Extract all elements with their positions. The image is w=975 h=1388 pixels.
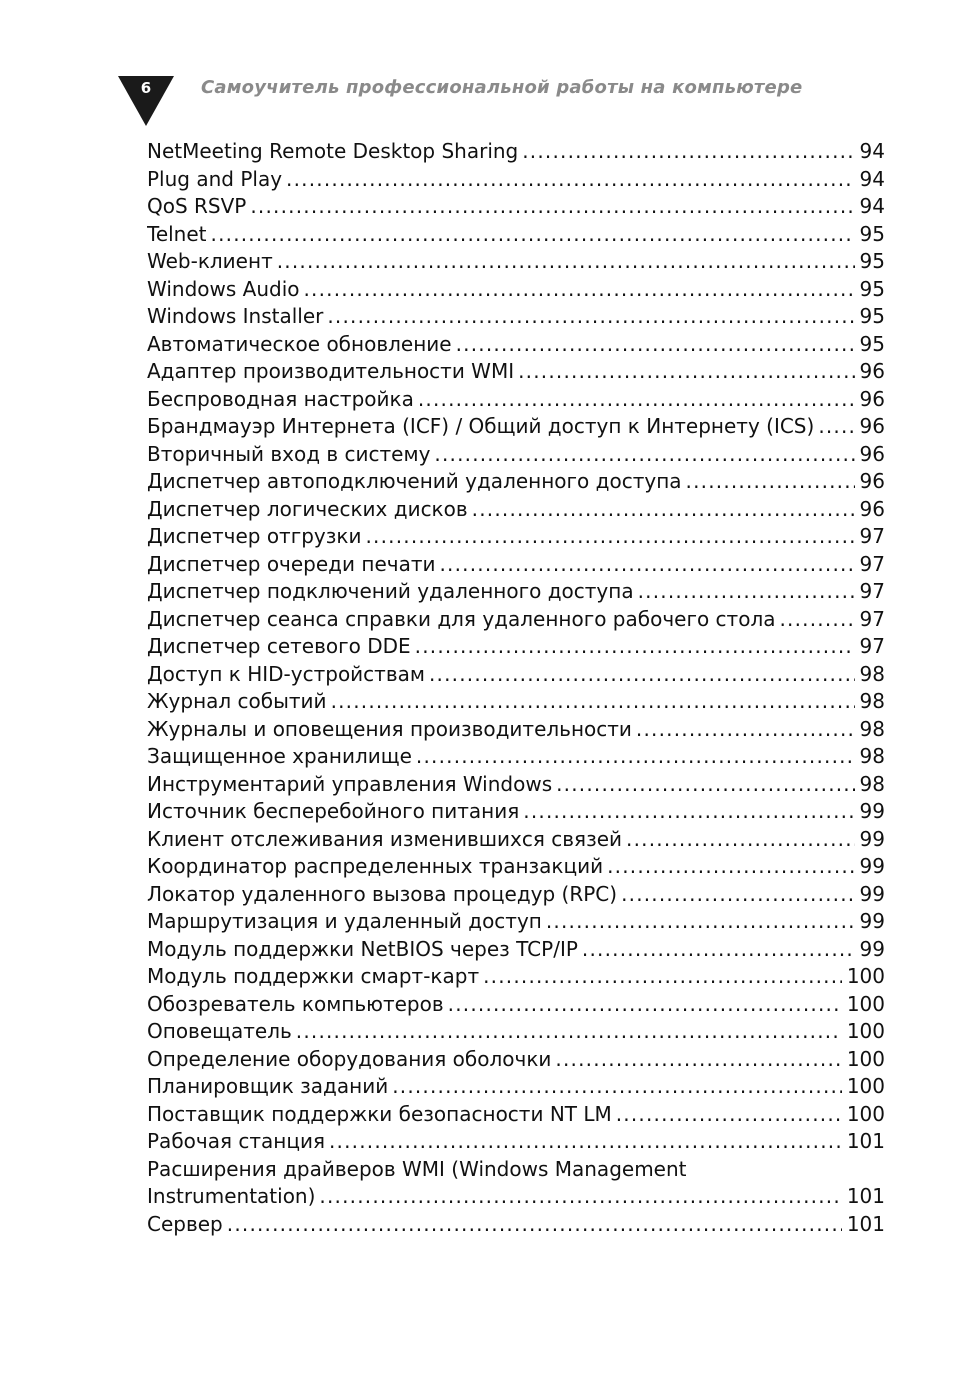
toc-entry [147, 248, 885, 276]
toc-entry-page: 97 [859, 524, 885, 548]
toc-entry-title: Доступ к HID-устройствам [147, 661, 425, 686]
toc-entry-page: 96 [859, 359, 885, 383]
toc-entry [147, 606, 885, 634]
dot-leader [286, 166, 855, 194]
toc-entry-title: Защищенное хранилище [147, 744, 412, 768]
toc-entry-title: Рабочая станция [147, 1129, 325, 1153]
toc-entry-title: QoS RSVP [147, 194, 247, 218]
toc-entry-title: Координатор распределенных транзакций [147, 854, 604, 878]
toc-entry-page: 96 [859, 469, 885, 493]
dot-leader [556, 771, 854, 799]
toc-entry [147, 276, 885, 304]
toc-entry-page: 95 [859, 221, 885, 246]
dot-leader [518, 358, 854, 386]
toc-entry-page: 99 [859, 881, 885, 906]
dot-leader [523, 798, 854, 826]
dot-leader [250, 193, 854, 221]
toc-entry [147, 386, 885, 414]
toc-entry-title: Telnet [147, 221, 207, 246]
dot-leader [522, 138, 854, 166]
toc-entry [147, 358, 885, 386]
toc-entry-page: 94 [859, 139, 885, 163]
dot-leader [582, 936, 855, 964]
dot-leader [319, 1183, 841, 1211]
toc-entry [147, 221, 885, 249]
toc-entry-title: Поставщик поддержки безопасности NT LM [147, 1101, 612, 1126]
toc-entry [147, 1101, 885, 1129]
toc-entry-title: Диспетчер сетевого DDE [147, 634, 411, 658]
toc-entry-title: Модуль поддержки смарт-карт [147, 964, 480, 988]
dot-leader [555, 1046, 841, 1074]
toc-entry-title: NetMeeting Remote Desktop Sharing [147, 139, 519, 163]
toc-entry-page: 96 [859, 496, 885, 521]
toc-entry [147, 1128, 885, 1156]
toc-entry-page: 99 [859, 909, 885, 933]
toc-entry-title: Адаптер производительности WMI [147, 359, 515, 383]
toc-entry-title: Журнал событий [147, 689, 327, 713]
dot-leader [303, 276, 854, 304]
dot-leader [227, 1211, 842, 1239]
toc-entry-page: 96 [859, 414, 885, 438]
toc-entry-page: 98 [859, 689, 885, 713]
toc-entry-title: Брандмауэр Интернета (ICF) / Общий доступ к Интернету (ICS) [147, 414, 815, 438]
toc-entry-page: 95 [859, 304, 885, 328]
toc-entry-page: 98 [859, 771, 885, 796]
toc-entry-title: Источник бесперебойного питания [147, 799, 520, 823]
dot-leader [416, 743, 855, 771]
dot-leader [429, 661, 855, 689]
toc-entry-page: 100 [846, 991, 885, 1016]
toc-entry [147, 963, 885, 991]
toc-entry [147, 936, 885, 964]
toc-entry-title: Plug and Play [147, 166, 283, 191]
toc-entry [147, 413, 885, 441]
toc-entry [147, 578, 885, 606]
toc-entry-page: 97 [859, 551, 885, 576]
toc-entry-page: 99 [859, 799, 885, 823]
dot-leader [607, 853, 854, 881]
toc-entry-title: Вторичный вход в систему [147, 441, 431, 466]
toc-entry-last-line [147, 1183, 885, 1211]
toc-entry-page: 95 [859, 331, 885, 356]
dot-leader [277, 248, 855, 276]
toc-entry-page: 101 [846, 1211, 885, 1236]
toc-entry-title: Диспетчер логических дисков [147, 496, 468, 521]
toc-entry [147, 853, 885, 881]
toc-entry [147, 1046, 885, 1074]
dot-leader [638, 578, 855, 606]
dot-leader [365, 523, 854, 551]
dot-leader [616, 1101, 842, 1129]
toc-entry [147, 1073, 885, 1101]
toc-entry-title: Диспетчер отгрузки [147, 524, 362, 548]
dot-leader [329, 1128, 842, 1156]
toc-entry-title: Windows Installer [147, 304, 324, 328]
toc-entry [147, 743, 885, 771]
toc-entry-title: Беспроводная настройка [147, 386, 414, 411]
dot-leader [818, 413, 854, 441]
toc-entry-page: 99 [859, 854, 885, 878]
dot-leader [434, 441, 854, 469]
dot-leader [296, 1018, 842, 1046]
toc-entry-title: Планировщик заданий [147, 1074, 389, 1098]
toc-entry [147, 1018, 885, 1046]
toc-entry [147, 551, 885, 579]
toc-entry-title: Инструментарий управления Windows [147, 771, 553, 796]
toc-entry [147, 688, 885, 716]
toc-entry-title: Сервер [147, 1211, 223, 1236]
toc-entry [147, 881, 885, 909]
page-number: 6 [140, 79, 152, 97]
dot-leader [779, 606, 854, 634]
toc-entry-page: 96 [859, 441, 885, 466]
toc-entry [147, 193, 885, 221]
toc-entry-title: Обозреватель компьютеров [147, 991, 444, 1016]
toc-entry [147, 908, 885, 936]
toc-entry-page: 97 [859, 579, 885, 603]
dot-leader [636, 716, 855, 744]
toc-entry-page: 95 [859, 276, 885, 301]
toc-entry-title: Автоматическое обновление [147, 331, 452, 356]
toc-entry-title: Модуль поддержки NetBIOS через TCP/IP [147, 936, 578, 961]
toc-entry-title: Локатор удаленного вызова процедур (RPC) [147, 881, 618, 906]
dot-leader [327, 303, 854, 331]
table-of-contents [147, 138, 885, 1238]
toc-entry [147, 771, 885, 799]
toc-entry-title: Windows Audio [147, 276, 300, 301]
toc-entry-page: 100 [846, 1046, 885, 1071]
dot-leader [415, 633, 855, 661]
dot-leader [448, 991, 842, 1019]
toc-entry [147, 441, 885, 469]
toc-entry-title: Маршрутизация и удаленный доступ [147, 909, 542, 933]
dot-leader [626, 826, 855, 854]
toc-entry [147, 496, 885, 524]
toc-entry-page: 99 [859, 936, 885, 961]
toc-entry [147, 303, 885, 331]
toc-entry [147, 138, 885, 166]
toc-entry-page: 100 [846, 1019, 885, 1043]
toc-entry [147, 633, 885, 661]
toc-entry-page: 96 [859, 386, 885, 411]
toc-entry-page: 94 [859, 166, 885, 191]
dot-leader [686, 468, 855, 496]
running-title: Самоучитель профессиональной работы на компьютере [201, 77, 803, 98]
toc-entry-page: 99 [859, 826, 885, 851]
toc-entry-title-line2: Instrumentation) [147, 1184, 316, 1208]
toc-entry-title: Диспетчер сеанса справки для удаленного рабочего стола [147, 606, 776, 631]
dot-leader [211, 221, 855, 249]
dot-leader [546, 908, 855, 936]
dot-leader [418, 386, 855, 414]
toc-entry-page: 95 [859, 249, 885, 273]
toc-entry [147, 1211, 885, 1239]
toc-entry-page: 97 [859, 606, 885, 631]
toc-entry-page: 100 [846, 964, 885, 988]
dot-leader [331, 688, 855, 716]
toc-entry-title: Определение оборудования оболочки [147, 1046, 552, 1071]
toc-entry [147, 661, 885, 689]
toc-entry [147, 166, 885, 194]
toc-entry-page: 98 [859, 744, 885, 768]
toc-entry [147, 523, 885, 551]
toc-entry [147, 716, 885, 744]
toc-entry [147, 991, 885, 1019]
toc-entry-title: Диспетчер автоподключений удаленного доступа [147, 469, 682, 493]
toc-entry-title: Оповещатель [147, 1019, 292, 1043]
toc-entry-page: 100 [846, 1101, 885, 1126]
toc-entry-title: Web-клиент [147, 249, 273, 273]
toc-entry-title: Диспетчер подключений удаленного доступа [147, 579, 634, 603]
toc-entry [147, 1156, 885, 1211]
dot-leader [621, 881, 854, 909]
toc-entry-title-line1: Расширения драйверов WMI (Windows Management [147, 1156, 687, 1181]
toc-entry [147, 826, 885, 854]
toc-entry-page: 101 [846, 1129, 885, 1153]
toc-entry-page: 101 [846, 1184, 885, 1208]
toc-entry-page: 94 [859, 194, 885, 218]
dot-leader [472, 496, 855, 524]
toc-entry-title: Журналы и оповещения производительности [147, 716, 632, 741]
toc-entry-page: 100 [846, 1074, 885, 1098]
dot-leader [439, 551, 854, 579]
toc-entry [147, 468, 885, 496]
dot-leader [483, 963, 842, 991]
dot-leader [456, 331, 855, 359]
toc-entry-page: 98 [859, 716, 885, 741]
dot-leader [392, 1073, 842, 1101]
toc-entry-title: Диспетчер очереди печати [147, 551, 436, 576]
toc-entry-page: 98 [859, 661, 885, 686]
toc-entry [147, 331, 885, 359]
toc-entry [147, 798, 885, 826]
toc-entry-page: 97 [859, 634, 885, 658]
toc-entry-title: Клиент отслеживания изменившихся связей [147, 826, 623, 851]
